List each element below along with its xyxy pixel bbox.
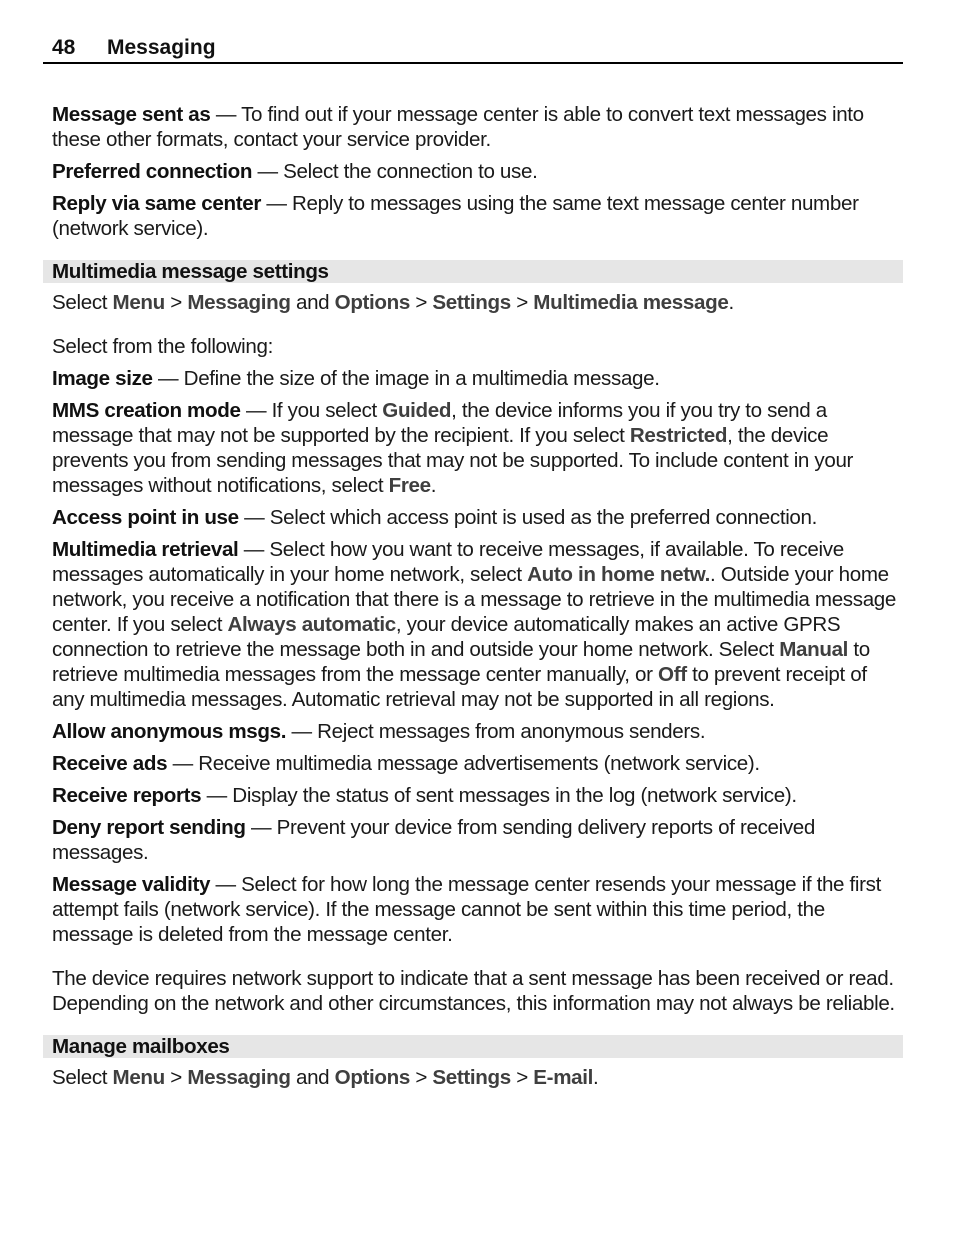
- page-header: [43, 34, 903, 64]
- setting-message-sent-as: Message sent as — To find out if your message center is able to convert text messages into these other formats, contact your service provider.: [52, 103, 864, 151]
- ui-options: Options: [334, 291, 410, 314]
- setting-multimedia-retrieval: Multimedia retrieval — Select how you want to receive messages, if available. To receive messages automatically in your home network, select Auto in home netw.. Outside your home network, you receive a notification that there is a message to retrieve in the multimedia message center. If you select Always automatic, your device automatically makes an active GPRS connection to retrieve the message both in and outside your home network. Select Manual to retrieve multimedia messages from the message center manually, or Off to prevent receipt of any multimedia messages. Automatic retrieval may not be supported in all regions.: [52, 538, 897, 711]
- setting-image-size: Image size — Define the size of the image in a multimedia message.: [52, 367, 660, 390]
- setting-preferred-connection: Preferred connection — Select the connection to use.: [52, 160, 538, 183]
- select-from-following: Select from the following:: [52, 335, 273, 358]
- setting-receive-reports: Receive reports — Display the status of sent messages in the log (network service).: [52, 784, 797, 807]
- ui-menu: Menu: [112, 1066, 165, 1089]
- ui-settings: Settings: [432, 1066, 511, 1089]
- setting-receive-ads: Receive ads — Receive multimedia message advertisements (network service).: [52, 752, 760, 775]
- menu-path-multimedia: Select Menu > Messaging and Options > Settings > Multimedia message.: [52, 291, 734, 314]
- setting-access-point: Access point in use — Select which access point is used as the preferred connection.: [52, 506, 817, 529]
- setting-deny-report-sending: Deny report sending — Prevent your device from sending delivery reports of received messages.: [52, 816, 815, 864]
- chapter-title: Messaging: [107, 36, 216, 59]
- ui-options: Options: [334, 1066, 410, 1089]
- setting-reply-via-same-center: Reply via same center — Reply to messages using the same text message center number (network service).: [52, 192, 859, 240]
- page-number: 48: [52, 36, 76, 59]
- ui-multimedia-message: Multimedia message: [533, 291, 729, 314]
- setting-message-validity: Message validity — Select for how long the message center resends your message if the first attempt fails (network service). If the message cannot be sent within this time period, the message is deleted from the message center.: [52, 873, 881, 946]
- setting-allow-anonymous: Allow anonymous msgs. — Reject messages from anonymous senders.: [52, 720, 706, 743]
- section-heading-mailboxes: Manage mailboxes: [43, 1035, 903, 1058]
- page-content: [52, 102, 898, 1097]
- ui-messaging: Messaging: [187, 291, 291, 314]
- ui-email: E-mail: [533, 1066, 593, 1089]
- ui-menu: Menu: [112, 291, 165, 314]
- section-heading-multimedia: Multimedia message settings: [43, 260, 903, 283]
- setting-mms-creation-mode: MMS creation mode — If you select Guided, the device informs you if you try to send a message that may not be supported by the recipient. If you select Restricted, the device prevents you from sending messages that may not be supported. To include content in your messages without notifications, select Free.: [52, 399, 854, 497]
- network-support-note: The device requires network support to indicate that a sent message has been received or read. Depending on the network and other circumstances, this information may not always be reliable.: [52, 967, 895, 1015]
- ui-messaging: Messaging: [187, 1066, 291, 1089]
- ui-settings: Settings: [432, 291, 511, 314]
- menu-path-mailboxes: Select Menu > Messaging and Options > Settings > E-mail.: [52, 1066, 599, 1089]
